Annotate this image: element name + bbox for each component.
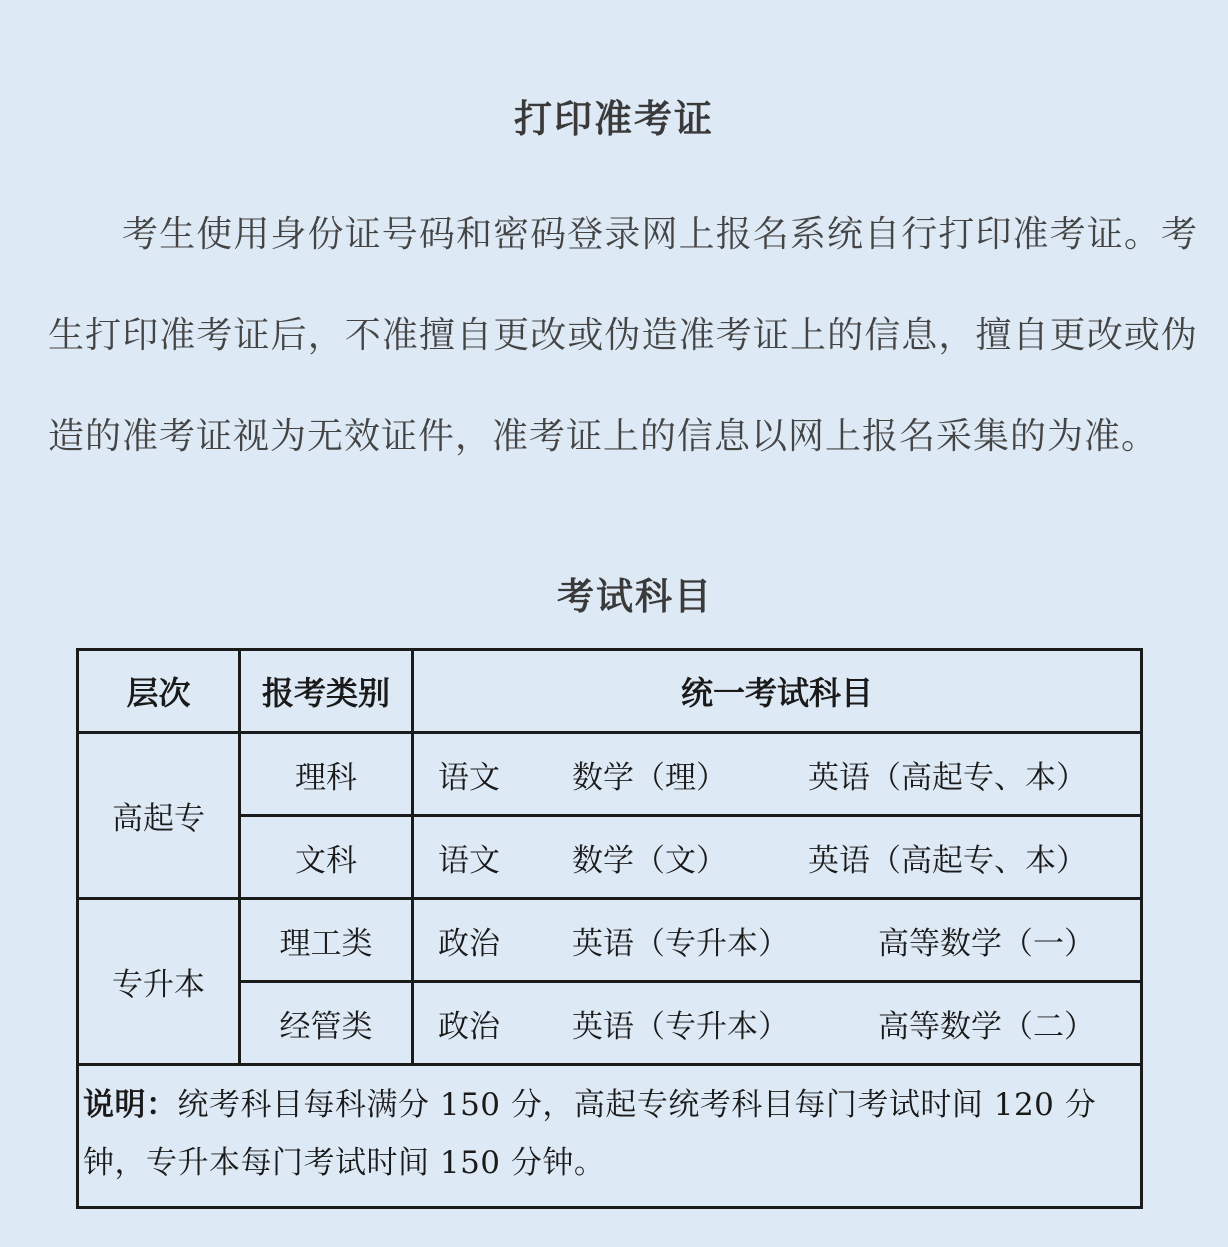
subject-item: 语文 — [438, 842, 500, 879]
note-text: 统考科目每科满分 150 分，高起专统考科目每门考试时间 120 分钟，专升本每门考试时间 150 分钟。 — [83, 1087, 1097, 1181]
subjects-cell — [413, 816, 1142, 899]
table-row — [78, 899, 1142, 982]
subject-item: 语文 — [438, 759, 500, 796]
column-header-level: 层次 — [78, 650, 240, 733]
column-header-category: 报考类别 — [240, 650, 413, 733]
subject-item: 高等数学（二） — [878, 1008, 1095, 1045]
subject-item: 数学（理） — [572, 759, 727, 796]
table-header-row — [78, 650, 1142, 733]
subject-item: 高等数学（一） — [878, 925, 1095, 962]
level-cell: 高起专 — [78, 733, 240, 899]
column-header-subjects: 统一考试科目 — [413, 650, 1142, 733]
note-cell — [78, 1065, 1142, 1208]
table-row — [78, 733, 1142, 816]
category-cell: 理工类 — [240, 899, 413, 982]
subject-item: 数学（文） — [572, 842, 727, 879]
category-cell: 经管类 — [240, 982, 413, 1065]
category-cell: 理科 — [240, 733, 413, 816]
subject-item: 英语（专升本） — [572, 925, 789, 962]
section-title: 考试科目 — [557, 575, 713, 618]
intro-paragraph: 考生使用身份证号码和密码登录网上报名系统自行打印准考证。考生打印准考证后，不准擅自更改或伪造准考证上的信息，擅自更改或伪造的准考证视为无效证件，准考证上的信息以网上报名采集的为准。 — [48, 214, 1198, 457]
level-cell: 专升本 — [78, 899, 240, 1065]
subject-item: 政治 — [438, 1008, 500, 1045]
subject-item: 英语（专升本） — [572, 1008, 789, 1045]
subjects-cell — [413, 899, 1142, 982]
subjects-cell — [413, 733, 1142, 816]
page-title: 打印准考证 — [513, 97, 714, 141]
exam-subjects-table — [76, 648, 1143, 1209]
note-label: 说明： — [83, 1087, 178, 1123]
subject-item: 政治 — [438, 925, 500, 962]
subject-item: 英语（高起专、本） — [808, 842, 1087, 879]
note-row — [78, 1065, 1142, 1208]
subject-item: 英语（高起专、本） — [808, 759, 1087, 796]
category-cell: 文科 — [240, 816, 413, 899]
subjects-cell — [413, 982, 1142, 1065]
